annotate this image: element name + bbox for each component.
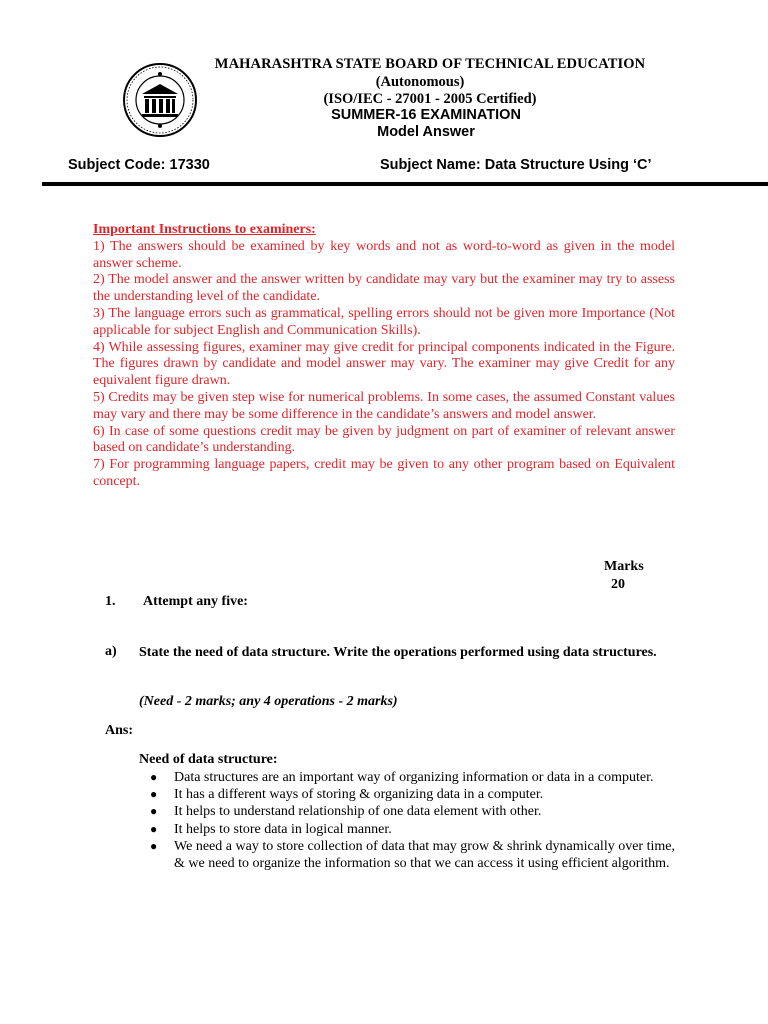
list-item	[146, 786, 675, 803]
iso-certification: (ISO/IEC - 27001 - 2005 Certified)	[323, 91, 537, 107]
marks-label: Marks	[604, 559, 644, 574]
instruction-item: 5) Credits may be given step wise for numerical problems. In some cases, the assumed Constant values may vary and there may be some difference in the candidate’s answers and model answer.	[93, 389, 675, 422]
question-number: 1.	[105, 594, 116, 609]
examiner-instructions	[93, 222, 675, 491]
subquestion-label: a)	[105, 644, 117, 659]
header-divider	[42, 182, 768, 186]
answer-label: Ans:	[105, 723, 134, 738]
list-item-text: It helps to store data in logical manner.	[174, 821, 392, 837]
subject-name: Subject Name: Data Structure Using ‘C’	[380, 157, 652, 173]
instruction-item: 2) The model answer and the answer written by candidate may vary but the examiner may try to assess the understanding level of the candidate.	[93, 272, 675, 305]
instruction-item: 4) While assessing figures, examiner may give credit for principal components indicated in the Figure. The figures drawn by candidate and model answer may vary. The examiner may give Credit for any equivalent figure drawn.	[93, 339, 675, 389]
model-answer-title: Model Answer	[377, 124, 475, 140]
bullet-icon: ●	[150, 804, 158, 819]
list-item	[146, 821, 675, 838]
exam-title: SUMMER-16 EXAMINATION	[331, 107, 521, 123]
instruction-item: 3) The language errors such as grammatical, spelling errors should not be given more Importance (Not applicable for subject English and Communication Skills).	[93, 305, 675, 338]
subject-code: Subject Code: 17330	[68, 157, 210, 173]
list-item	[146, 803, 675, 820]
list-item	[146, 769, 675, 786]
instructions-title: Important Instructions to examiners:	[93, 222, 316, 237]
board-title: MAHARASHTRA STATE BOARD OF TECHNICAL EDUCATION	[214, 56, 646, 72]
answer-section-title: Need of data structure:	[139, 752, 278, 767]
instruction-item: 1) The answers should be examined by key words and not as word-to-word as given in the model answer scheme.	[93, 238, 675, 271]
list-item	[146, 838, 675, 872]
instruction-item: 7) For programming language papers, credit may be given to any other program based on Equivalent concept.	[93, 457, 675, 489]
bullet-icon: ●	[150, 838, 158, 853]
bullet-icon: ●	[150, 821, 158, 836]
list-item-text: It has a different ways of storing & organizing data in a computer.	[174, 787, 544, 803]
marks-value: 20	[611, 577, 625, 592]
question-text: Attempt any five:	[143, 594, 248, 609]
list-item-text: Data structures are an important way of organizing information or data in a computer.	[174, 770, 654, 785]
bullet-icon: ●	[150, 770, 158, 784]
autonomous-label: (Autonomous)	[375, 74, 465, 90]
list-item-text: We need a way to store collection of data that may grow & shrink dynamically over time, & we need to organize the information so that we can access it using efficient algorithm.	[174, 838, 675, 872]
instruction-item: 6) In case of some questions credit may be given by judgment on part of examiner of relevant answer based on candidate’s understanding.	[93, 423, 675, 456]
list-item-text: It helps to understand relationship of one data element with other.	[174, 804, 542, 820]
bullet-icon: ●	[150, 787, 158, 802]
marks-scheme-note: (Need - 2 marks; any 4 operations - 2 marks)	[139, 694, 398, 709]
subquestion-text: State the need of data structure. Write the operations performed using data structures.	[139, 645, 657, 660]
answer-bullet-list	[146, 769, 675, 872]
